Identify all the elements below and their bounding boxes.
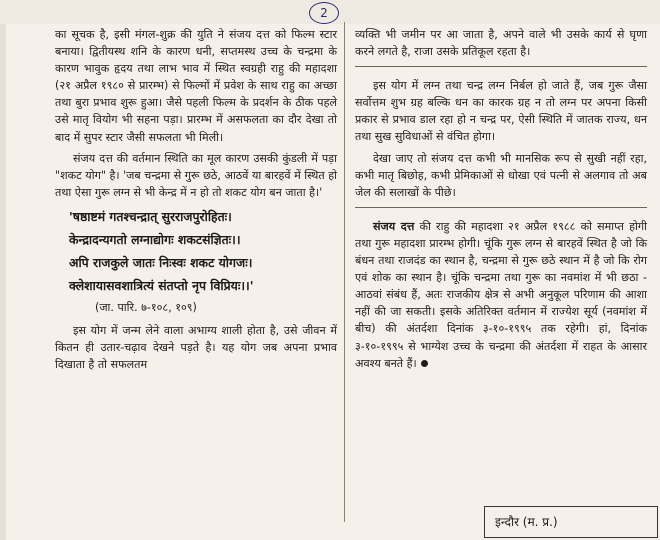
left-paragraph-2: संजय दत्त की वर्तमान स्थिति का मूल कारण उसकी कुंडली में पड़ा "शकट योग" है। 'जब चन्द्रमा से गुरू छठे, आठवें या बारहवें में स्थित हो तथा ऐसा गुरू लग्न से भी केन्द्र में न हो तो शकट योग बन जाता है।' [55, 151, 337, 199]
page-number: 2 [309, 2, 339, 24]
shloka-line: 'षष्ठाष्टमं गतश्चन्द्रात् सुरराजपुरोहितः। [69, 208, 232, 224]
shloka-line: क्लेशायासवशात्रित्यं संतप्तो नृप विप्रियः।।' [69, 277, 254, 293]
shloka-line: अपि राजकुले जातः निःस्वः शकट योगजः। [69, 254, 253, 270]
place-label: इन्दौर (म. प्र.) [484, 506, 658, 538]
right-paragraph-2: इस योग में लग्न तथा चन्द्र लग्न निर्बल हो जाते हैं, जब गुरू जैसा सर्वोत्तम शुभ ग्रह बल्कि धन का कारक ग्रह न तो लग्न पर अपना किसी प्रकार से प्रभाव डाल रहा हो न चन्द्र पर, ऐसी स्थिति में जातक राज्य, धन तथा सुख सुविधाओं से वंचित होगा। [355, 79, 647, 144]
sanskrit-shloka [69, 205, 337, 297]
right-paragraph-4 [355, 218, 647, 372]
left-column [55, 26, 337, 377]
paragraph-body: की राहु की महादशा २१ अप्रैल १९८८ को समाप्त होगी तथा गुरू महादशा प्रारम्भ होगी। चूंकि गुरू लग्न से बारहवें स्थित है जो कि बंधन तथा राजदंड का स्थान है, चन्द्रमा से गुरू छठे स्थान में है जो कि रोग एवं शोक का स्थान है। चूंकि चन्द्रमा तथा गुरू का नवमांश में भी छठा - आठवां संबंध हैं, अतः राजकीय क्षेत्र से अभी अनुकूल परिणाम की आशा नहीं की जा सकती। इसके अतिरिक्त वर्तमान में राज्येश सूर्य (नवमांश में बीच) की अंतर्दशा दिनांक ३-१०-१९९५ तक रहेगी। हां, दिनांक ३-१०-१९९५ से भाग्येश उच्च के चन्द्रमा की अंतर्दशा में राहत के आसार अवश्य बनते हैं। [355, 219, 647, 370]
left-paragraph-1: का सूचक है, इसी मंगल-शुक्र की युति ने संजय दत्त को फिल्म स्टार बनाया। द्वितीयस्थ शनि के कारण धनी, सप्तमस्थ उच्च के चन्द्रमा के कारण भावुक हृदय तथा लाभ भाव में स्थित स्वग्रही राहु की महादशा (२१ अप्रैल १९८० से प्रारम्भ) से फिल्मों में प्रवेश के साथ राहु का अच्छा तथा बुरा प्रभाव शुरू हुआ। जैसे पहली फिल्म के प्रदर्शन के ठीक पहले उसे मातृ वियोग भी सहना पड़ा। प्रारम्भ में असफलता का दौर देखा तो बाद में सुपर स्टार जैसी सफलता भी मिली। [55, 28, 337, 144]
section-rule [355, 207, 647, 208]
left-paragraph-3: इस योग में जन्म लेने वाला अभाग्य शाली होता है, उसे जीवन में कितन ही उतार-चढ़ाव देखने पड़ते है। यह योग जब अपना प्रभाव दिखाता है तो सफलतम [55, 324, 337, 372]
right-paragraph-1: व्यक्ति भी जमीन पर आ जाता है, अपने वाले भी उसके कार्य से घृणा करने लगते है, राजा उसके प्रतिकूल रहता है। [355, 28, 647, 59]
shloka-line: केन्द्रादन्यगतो लग्नाद्योगः शकटसंज्ञितः।। [69, 231, 241, 247]
column-divider [344, 22, 345, 522]
right-column [355, 26, 647, 376]
right-paragraph-3: देखा जाए तो संजय दत्त कभी भी मानसिक रूप से सुखी नहीं रहा, कभी मातृ बिछोह, कभी प्रेमिकाओं से धोखा एवं पत्नी से अलगाव तो अब जेल की सलाखों के पीछे। [355, 151, 647, 199]
page-edge [0, 0, 6, 540]
shloka-source: (जा. पारि. ७-१०८, १०९) [95, 300, 197, 314]
section-rule [355, 66, 647, 67]
bold-lead-name: संजय दत्त [373, 219, 415, 233]
end-dot-icon [421, 360, 428, 367]
